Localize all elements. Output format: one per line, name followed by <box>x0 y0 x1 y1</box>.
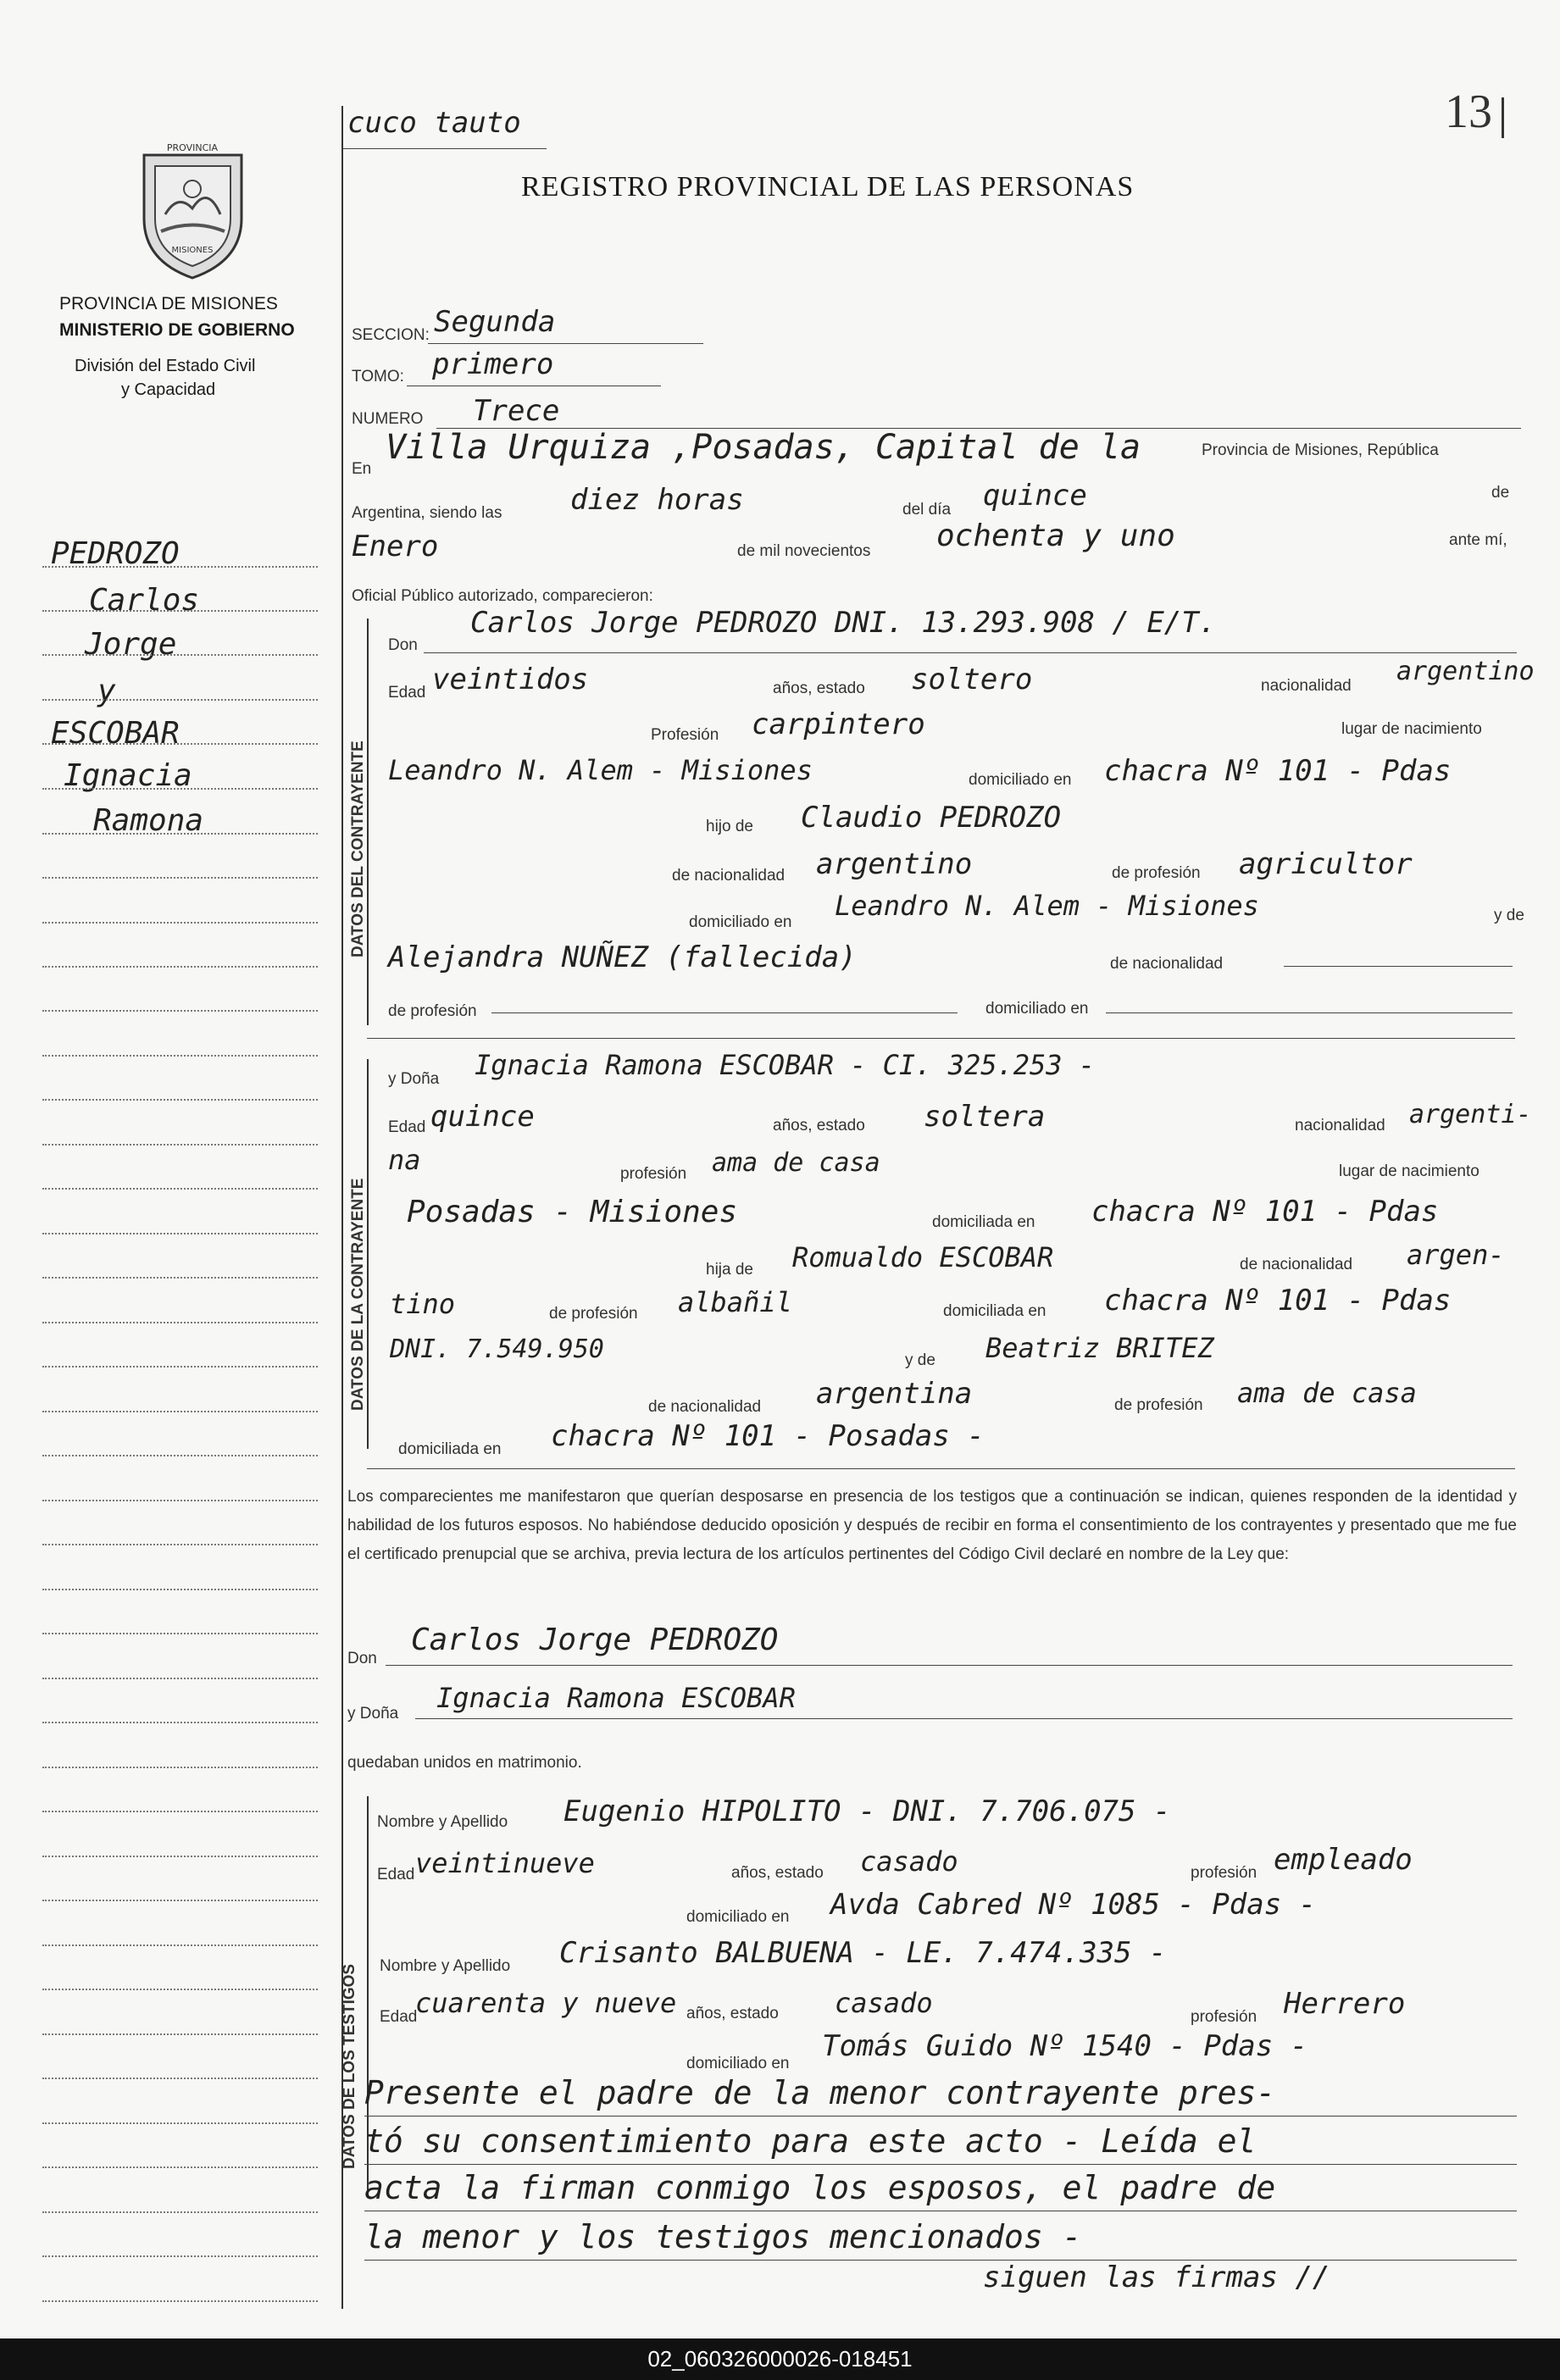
dom-label: domiciliado en <box>969 771 1072 789</box>
del-dia-label: del día <box>902 501 952 519</box>
contrayente-lugar: Leandro N. Alem - Misiones <box>388 754 813 786</box>
tomo-label: TOMO: <box>352 368 404 386</box>
numero-label: NUMERO <box>352 410 424 428</box>
header-division: División del Estado Civil <box>75 357 256 375</box>
contrayenta-dom-label: domiciliada en <box>932 1213 1035 1231</box>
contrayenta-padre-prof-label: de profesión <box>549 1305 638 1323</box>
contrayente-nacionalidad: argentino <box>1396 657 1535 686</box>
contrayenta-padre-nac-2: tino <box>390 1288 456 1320</box>
footer-code: 02_060326000026-018451 <box>0 2338 1560 2380</box>
contrayenta-y-de-label: y de <box>905 1351 935 1369</box>
contrayente-profesion: carpintero <box>752 707 925 741</box>
closing-text: siguen las firmas // <box>983 2261 1330 2294</box>
contrayente-section-label: DATOS DEL CONTRAYENTE <box>349 741 367 957</box>
emblem-top-text: PROVINCIA <box>166 142 219 153</box>
union-don-label: Don <box>347 1650 377 1667</box>
declaration-text: Los comparecientes me manifestaron que querían desposarse en presencia de los testigos que a continuación se indican, quienes responden de la identidad y habilidad de los futuros esposos. No habiéndose deducido oposición y después de recibir en forma el consentimiento de los contrayentes y presentado que me fue el certificado prenupcial que se archiva, previa lectura de los artículos pertinentes del Código Civil declaré en nombre de la Ley que: <box>347 1488 1517 1563</box>
padre-nacionalidad: argentino <box>816 847 973 881</box>
t2-dom-label: domiciliado en <box>686 2055 790 2072</box>
contrayenta-madre-prof: ama de casa <box>1237 1377 1417 1409</box>
estado-label: años, estado <box>773 680 865 697</box>
quedaban-text: quedaban unidos en matrimonio. <box>347 1754 582 1772</box>
margin-name-6: Ramona <box>93 803 204 838</box>
contrayenta-padre-prof: albañil <box>678 1286 792 1318</box>
margin-name-1: Carlos <box>89 583 200 618</box>
contrayenta-padre-dni: DNI. 7.549.950 <box>390 1334 604 1364</box>
t1-edad-label: Edad <box>377 1866 415 1883</box>
de-mil-label: de mil novecientos <box>737 542 871 560</box>
padre-dom-label: domiciliado en <box>689 913 792 931</box>
page-title: REGISTRO PROVINCIAL DE LAS PERSONAS <box>521 171 1135 202</box>
testigos-section-label: DATOS DE LOS TESTIGOS <box>341 1963 358 2169</box>
margin-name-3: y <box>97 674 116 708</box>
margin-name-5: Ignacia <box>64 758 192 793</box>
seccion-label: SECCION: <box>352 326 430 344</box>
nac-label: nacionalidad <box>1261 677 1352 695</box>
note-line-1: tó su consentimiento para este acto - Leída el <box>364 2122 1257 2160</box>
contrayenta-section-label: DATOS DE LA CONTRAYENTE <box>349 1178 367 1411</box>
t2-nombre-label: Nombre y Apellido <box>380 1957 511 1975</box>
contrayenta-madre: Beatriz BRITEZ <box>985 1332 1214 1364</box>
seccion-value: Segunda <box>434 305 556 339</box>
y-de-label: y de <box>1494 907 1524 924</box>
contrayenta-padre-nac: argen- <box>1407 1239 1505 1271</box>
hora-value: diez horas <box>570 483 744 517</box>
union-dona: Ignacia Ramona ESCOBAR <box>436 1682 796 1714</box>
argentina-label: Argentina, siendo las <box>352 504 502 522</box>
t1-prof: empleado <box>1274 1843 1413 1877</box>
contrayenta-padre-nac-label: de nacionalidad <box>1240 1256 1353 1273</box>
hija-label: hija de <box>706 1261 753 1279</box>
t1-estado-label: años, estado <box>731 1864 824 1882</box>
tomo-value: primero <box>432 347 554 381</box>
header-capacity: y Capacidad <box>121 380 216 399</box>
contrayenta-padre-dom: chacra Nº 101 - Pdas <box>1104 1284 1452 1318</box>
t1-dom-label: domiciliado en <box>686 1908 790 1926</box>
contrayenta-madre-prof-label: de profesión <box>1114 1396 1203 1414</box>
contrayenta-profesion: ama de casa <box>712 1148 880 1178</box>
contrayenta-madre-dom-label: domiciliada en <box>398 1440 502 1458</box>
margin-name-0: PEDROZO <box>51 536 180 571</box>
madre-dom-label: domiciliado en <box>985 1000 1089 1018</box>
en-value: Villa Urquiza ,Posadas, Capital de la <box>386 428 1141 467</box>
oficial-text: Oficial Público autorizado, comparecieron: <box>352 587 653 605</box>
top-note: cuco tauto <box>347 106 521 140</box>
contrayenta-edad-label: Edad <box>388 1118 426 1136</box>
contrayente-padre: Claudio PEDROZO <box>801 801 1062 835</box>
contrayenta-prof-label: profesión <box>620 1165 687 1183</box>
contrayenta-lugar-label: lugar de nacimiento <box>1339 1162 1480 1180</box>
padre-prof-label: de profesión <box>1112 864 1201 882</box>
contrayenta-madre-dom: chacra Nº 101 - Posadas - <box>551 1419 985 1453</box>
contrayenta-estado: soltera <box>924 1100 1046 1134</box>
note-line-0: Presente el padre de la menor contrayente pres- <box>364 2074 1276 2111</box>
numero-value: Trece <box>473 394 560 428</box>
union-don: Carlos Jorge PEDROZO <box>411 1623 779 1657</box>
padre-nac-label: de nacionalidad <box>672 867 786 885</box>
de-label: de <box>1491 484 1510 502</box>
t1-dom: Avda Cabred Nº 1085 - Pdas - <box>830 1888 1317 1922</box>
provincia-text: Provincia de Misiones, República <box>1202 441 1439 459</box>
t2-edad-label: Edad <box>380 2008 418 2026</box>
anio-value: ochenta y uno <box>936 519 1175 553</box>
contrayente-edad: veintidos <box>432 663 589 696</box>
dia-value: quince <box>983 479 1087 513</box>
contrayente-madre: Alejandra NUÑEZ (fallecida) <box>388 940 857 974</box>
madre-nac-label: de nacionalidad <box>1110 955 1224 973</box>
union-dona-label: y Doña <box>347 1705 399 1723</box>
contrayenta-lugar: Posadas - Misiones <box>407 1195 738 1229</box>
contrayenta-madre-nac: argentina <box>816 1377 973 1411</box>
padre-profesion: agricultor <box>1239 847 1413 881</box>
margin-name-2: Jorge <box>85 627 177 662</box>
t1-nombre-label: Nombre y Apellido <box>377 1813 508 1831</box>
t2-estado-label: años, estado <box>686 2005 779 2022</box>
profesion-label: Profesión <box>651 726 719 744</box>
contrayenta-nacionalidad-2: na <box>388 1144 421 1176</box>
contrayenta-estado-label: años, estado <box>773 1117 865 1135</box>
contrayente-domicilio: chacra Nº 101 - Pdas <box>1104 754 1452 788</box>
contrayenta-madre-nac-label: de nacionalidad <box>648 1398 762 1416</box>
contrayenta-nacionalidad: argenti- <box>1409 1100 1532 1129</box>
hijo-label: hijo de <box>706 818 753 835</box>
t1-nombre: Eugenio HIPOLITO - DNI. 7.706.075 - <box>563 1795 1171 1828</box>
padre-domicilio: Leandro N. Alem - Misiones <box>835 890 1259 922</box>
provincial-emblem <box>131 134 254 282</box>
header-ministry: MINISTERIO DE GOBIERNO <box>59 320 295 340</box>
emblem-bottom-text: MISIONES <box>171 246 214 255</box>
page-number: 13 <box>1445 86 1492 138</box>
ante-mi-label: ante mí, <box>1449 531 1507 549</box>
contrayenta-padre-dom-label: domiciliada en <box>943 1302 1046 1320</box>
lugar-label: lugar de nacimiento <box>1341 720 1482 738</box>
t2-dom: Tomás Guido Nº 1540 - Pdas - <box>822 2029 1308 2063</box>
t2-edad: cuarenta y nueve <box>415 1987 677 2019</box>
contrayenta-edad: quince <box>430 1100 535 1134</box>
t2-prof-label: profesión <box>1191 2008 1257 2026</box>
edad-label: Edad <box>388 684 426 702</box>
madre-prof-label: de profesión <box>388 1002 477 1020</box>
contrayenta-padre: Romualdo ESCOBAR <box>792 1241 1054 1273</box>
en-label: En <box>352 460 372 478</box>
contrayente-estado: soltero <box>911 663 1033 696</box>
note-line-3: la menor y los testigos mencionados - <box>364 2218 1082 2255</box>
contrayenta-domicilio: chacra Nº 101 - Pdas <box>1091 1195 1439 1229</box>
mes-value: Enero <box>352 530 439 563</box>
don-label: Don <box>388 636 418 654</box>
margin-name-4: ESCOBAR <box>51 716 180 751</box>
note-line-2: acta la firman conmigo los esposos, el padre de <box>364 2169 1276 2206</box>
t2-prof: Herrero <box>1284 1987 1406 2021</box>
contrayenta-nac-label: nacionalidad <box>1295 1117 1385 1135</box>
t1-estado: casado <box>860 1845 958 1878</box>
t2-nombre: Crisanto BALBUENA - LE. 7.474.335 - <box>559 1936 1167 1970</box>
t1-prof-label: profesión <box>1191 1864 1257 1882</box>
t2-estado: casado <box>835 1987 933 2019</box>
contrayenta-nombre: Ignacia Ramona ESCOBAR - CI. 325.253 - <box>475 1049 1096 1081</box>
contrayente-nombre: Carlos Jorge PEDROZO DNI. 13.293.908 / E/T. <box>470 606 1217 640</box>
header-province: PROVINCIA DE MISIONES <box>59 294 278 313</box>
t1-edad: veintinueve <box>415 1847 595 1879</box>
dona-label: y Doña <box>388 1070 440 1088</box>
